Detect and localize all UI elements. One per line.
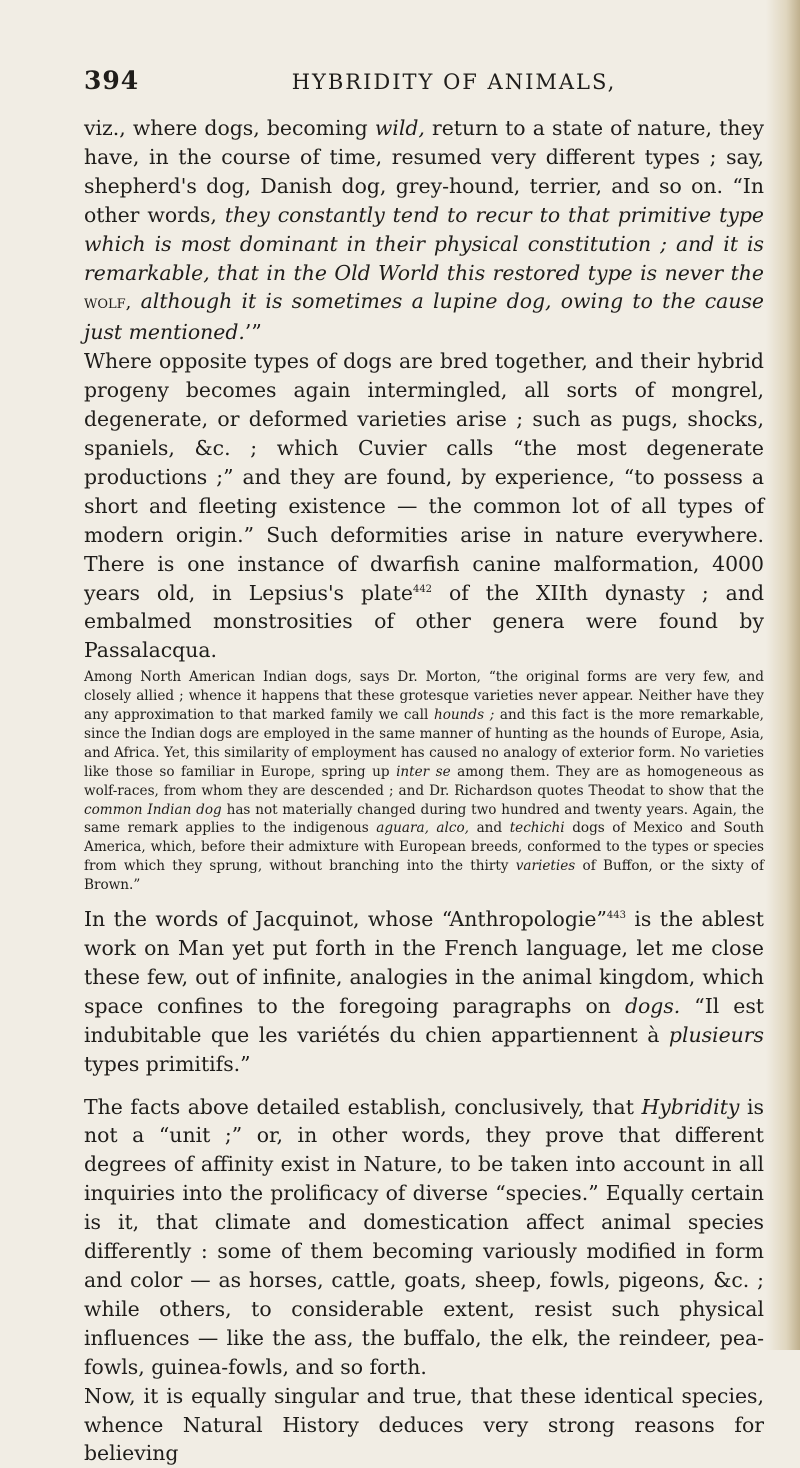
text-span: and this fact is the more remarkable, since the Indian dogs are employed in the same manner of hunting as the hounds of Europe, Asia, and Africa. Yet, this similarity of employment has caused no analogy of exterior form. No varieties like those so familiar in Europe, spring up	[84, 707, 764, 780]
page-header	[84, 58, 764, 98]
italic-span: aguara, alco,	[376, 820, 470, 837]
paragraph-2	[84, 347, 764, 665]
text-span: is the ablest work on Man yet put forth in the French language, let me close these few, out of infinite, analogies in the animal kingdom, which space confines to the foregoing paragraphs on	[84, 907, 764, 1018]
text-span: dogs of Mexico and South America, which, before their admixture with European breeds, conformed to the types or species from which they sprung, without branching into the thirty	[84, 820, 764, 875]
quoted-extract	[84, 668, 764, 895]
italic-span: dogs.	[624, 993, 681, 1018]
page-number: 394	[84, 66, 140, 95]
italic-span: Hybridity	[641, 1094, 740, 1119]
paragraph-4	[84, 1093, 764, 1382]
page-edge-shadow	[766, 0, 800, 1350]
italic-span: wild,	[374, 116, 425, 140]
italic-span: they constantly tend to recur to that primitive type which is most dominant in their physical constitution ; and it is remarkable, that in the Old World this restored type is never the	[84, 202, 764, 285]
text-span: Now, it is equally singular and true, that these identical species, whence Natural History deduces very strong reasons for believing	[84, 1383, 764, 1466]
text-span: ’”	[244, 320, 262, 345]
text-span: of Buffon, or the sixty of Brown.”	[84, 858, 764, 894]
footnote-ref: 442	[412, 583, 433, 595]
text-span: Where opposite types of dogs are bred together, and their hybrid progeny becomes again intermingled, all sorts of mongrel, degenerate, or deformed varieties arise ; such as pugs, shocks, spaniels, &c. ; which Cuvier calls “the most degenerate productions ;” and they are found, by experience, “to possess a short and fleeting existence — the common lot of all types of modern origin.” Such deformities arise in nature everywhere. There is one instance of dwarfish canine malformation, 4000 years old, in Lepsius's plate	[84, 349, 764, 605]
text-span: and	[469, 820, 510, 837]
italic-span: techichi	[509, 820, 565, 837]
italic-span: plusieurs	[668, 1022, 764, 1047]
text-span: In the words of Jacquinot, whose “Anthropologie”	[84, 907, 607, 932]
small-caps-span: wolf,	[84, 292, 132, 314]
footnote-ref: 443	[606, 910, 626, 922]
italic-span: although it is sometimes a lupine dog, owing to the cause just mentioned.	[84, 289, 764, 345]
text-span: Among North American Indian dogs, says Dr. Morton, “the original forms are very few, and closely allied ; whence it happens that these grotesque varieties never appear. Neither have they any approximation to that marked family we call	[84, 669, 764, 724]
paragraph-5	[84, 1382, 764, 1468]
italic-span: hounds ;	[433, 707, 495, 724]
text-span: viz., where dogs, becoming	[84, 116, 375, 140]
page-body	[84, 114, 764, 1468]
italic-span: varieties	[515, 858, 576, 875]
text-span: is not a “unit ;” or, in other words, they prove that different degrees of affinity exist in Nature, to be taken into account in all inquiries into the prolificacy of diverse “species.” Equally certain is it, that climate and domestication affect animal species differently : some of them becoming variously modified in form and color — as horses, cattle, goats, sheep, fowls, pigeons, &c. ; while others, to considerable extent, resist such physical influences — like the ass, the buffalo, the elk, the reindeer, pea-fowls, guinea-fowls, and so forth.	[84, 1094, 765, 1379]
running-head: HYBRIDITY OF ANIMALS,	[291, 70, 617, 94]
text-span: return to a state of nature, they have, in the course of time, resumed very different types ; say, shepherd's dog, Danish dog, grey-hound, terrier, and so on. “In other words,	[84, 116, 765, 227]
paragraph-1	[84, 114, 764, 347]
text-span: types primitifs.”	[84, 1051, 251, 1076]
paragraph-3	[84, 905, 764, 1078]
text-span: “Il est indubitable que les variétés du chien appartiennent à	[84, 993, 764, 1047]
text-span: The facts above detailed establish, conclusively, that	[84, 1094, 642, 1119]
italic-span: inter se	[396, 763, 451, 780]
text-span: has not materially changed during two hundred and twenty years. Again, the same remark applies to the indigenous	[84, 801, 765, 837]
text-span: of the XIIth dynasty ; and embalmed monstrosities of other genera were found by Passalacqua.	[84, 580, 765, 663]
italic-span: common Indian dog	[84, 801, 222, 818]
text-span: among them. They are as homogeneous as wolf-races, from whom they are descended ; and Dr. Richardson quotes Theodat to show that the	[84, 763, 765, 799]
